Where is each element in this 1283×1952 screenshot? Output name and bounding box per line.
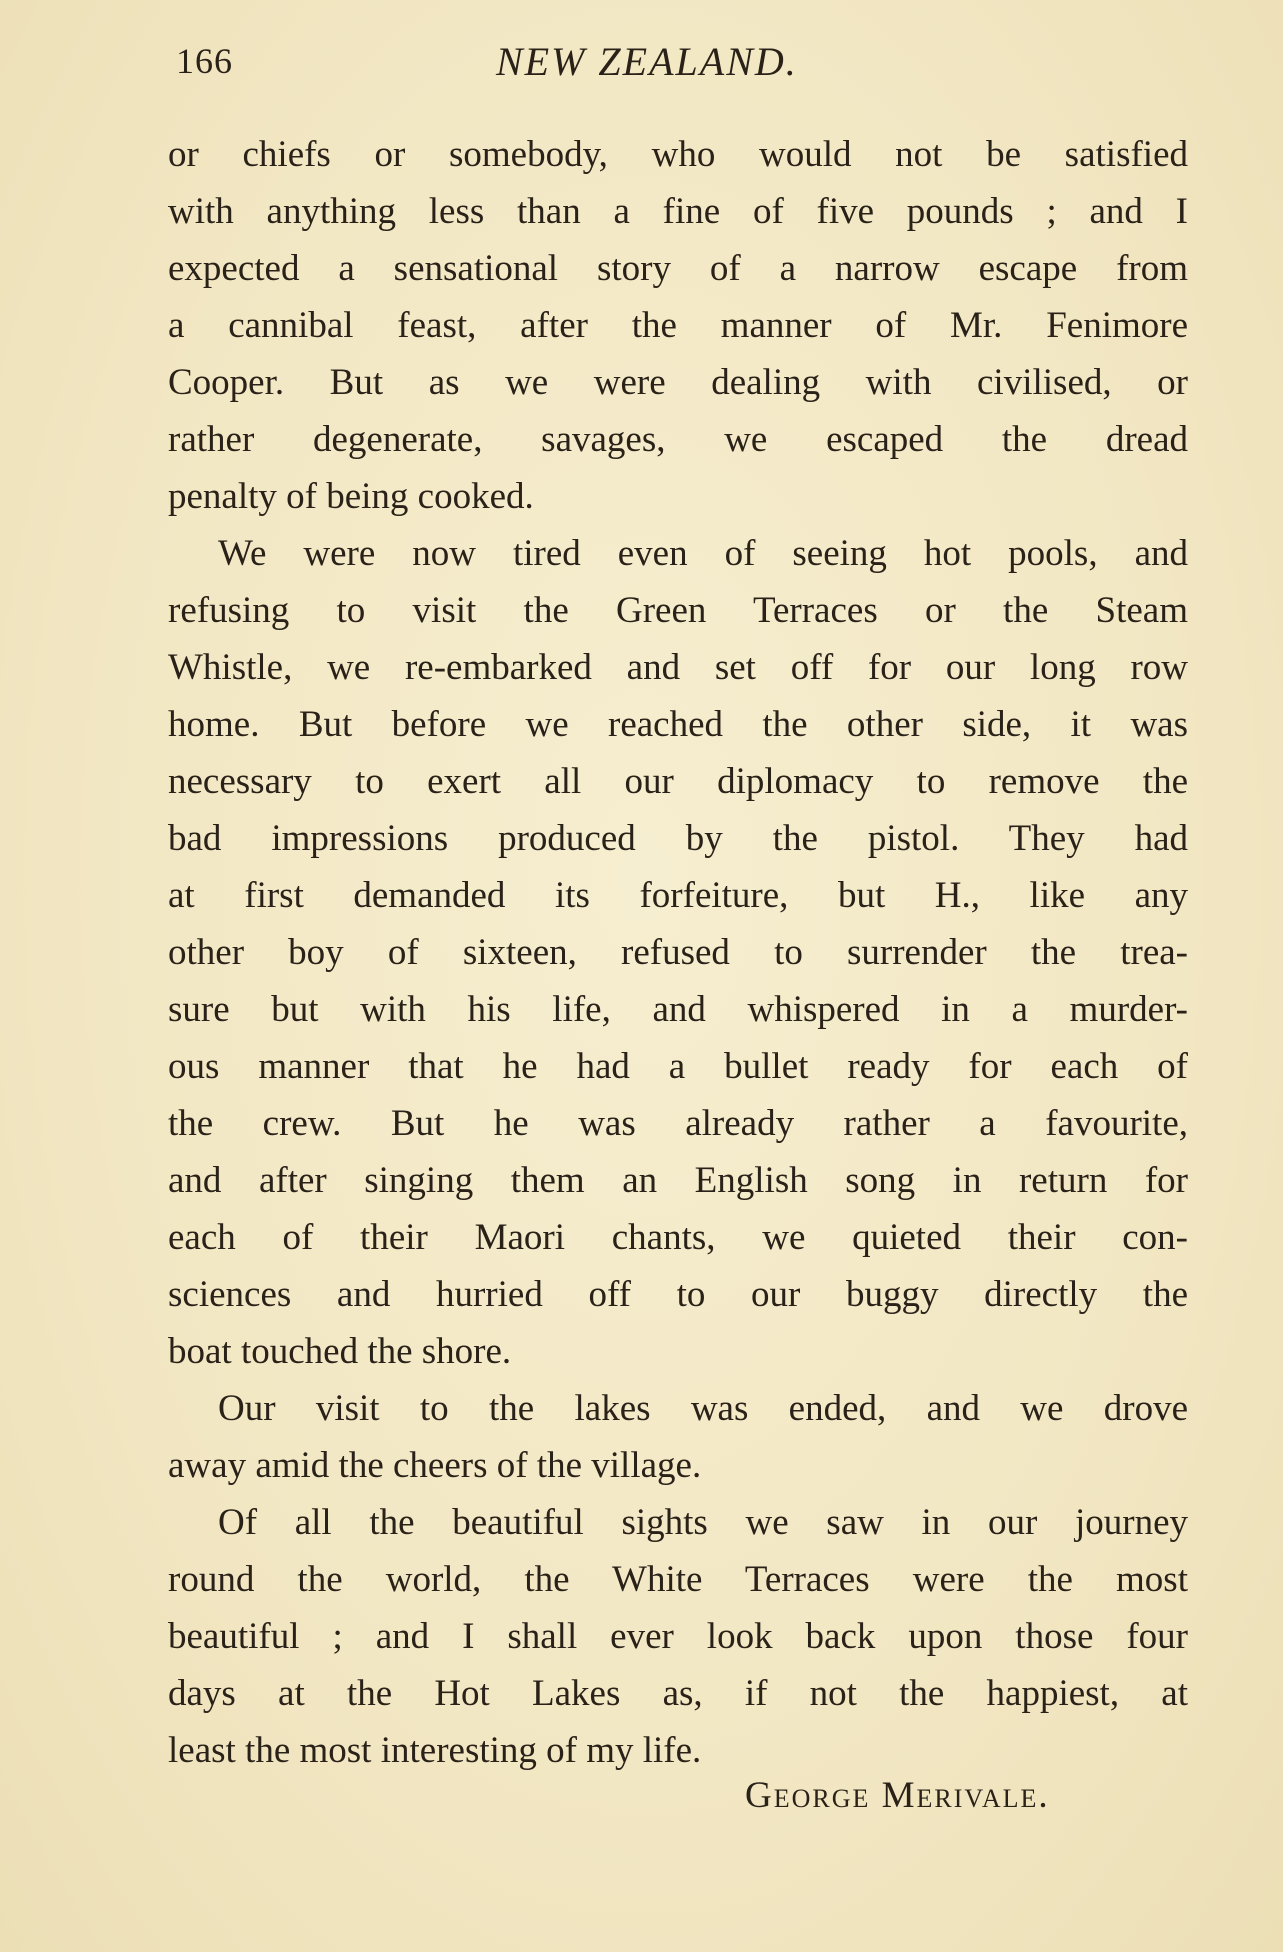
text-line: with anything less than a fine of five pounds ; and I: [168, 191, 1188, 232]
body-text: [168, 126, 1188, 1779]
paragraph: [168, 126, 1188, 525]
text-line: beautiful ; and I shall ever look back upon those four: [168, 1616, 1188, 1657]
paragraph: [168, 1380, 1188, 1494]
text-line: boat touched the shore.: [168, 1331, 512, 1372]
text-line: a cannibal feast, after the manner of Mr. Fenimore: [168, 305, 1188, 346]
running-head: [170, 38, 1180, 98]
author-signature: George Merivale.: [745, 1775, 1050, 1816]
text-line: round the world, the White Terraces were the most: [168, 1559, 1188, 1600]
text-line: and after singing them an English song in return for: [168, 1160, 1188, 1201]
text-line: Whistle, we re-embarked and set off for our long row: [168, 647, 1188, 688]
text-line: the crew. But he was already rather a favourite,: [168, 1103, 1188, 1144]
text-line: sciences and hurried off to our buggy directly the: [168, 1274, 1188, 1315]
text-line: bad impressions produced by the pistol. They had: [168, 818, 1188, 859]
text-line: each of their Maori chants, we quieted their con-: [168, 1217, 1188, 1258]
page-number: 166: [176, 41, 233, 81]
text-line: days at the Hot Lakes as, if not the happiest, at: [168, 1673, 1188, 1714]
text-line: least the most interesting of my life.: [168, 1730, 702, 1771]
text-line: rather degenerate, savages, we escaped the dread: [168, 419, 1188, 460]
running-title: NEW ZEALAND.: [496, 39, 798, 84]
text-line: sure but with his life, and whispered in a murder-: [168, 989, 1188, 1030]
text-line: necessary to exert all our diplomacy to remove the: [168, 761, 1188, 802]
text-line: or chiefs or somebody, who would not be satisfied: [168, 134, 1188, 175]
text-line: other boy of sixteen, refused to surrender the trea-: [168, 932, 1188, 973]
text-line: Cooper. But as we were dealing with civilised, or: [168, 362, 1188, 403]
text-line: penalty of being cooked.: [168, 476, 534, 517]
text-line: refusing to visit the Green Terraces or the Steam: [168, 590, 1188, 631]
text-line: We were now tired even of seeing hot pools, and: [218, 533, 1188, 574]
text-line: home. But before we reached the other side, it was: [168, 704, 1188, 745]
text-line: ous manner that he had a bullet ready for each of: [168, 1046, 1188, 1087]
text-line: Of all the beautiful sights we saw in our journey: [218, 1502, 1188, 1543]
text-line: Our visit to the lakes was ended, and we drove: [218, 1388, 1188, 1429]
text-line: at first demanded its forfeiture, but H., like any: [168, 875, 1188, 916]
text-line: away amid the cheers of the village.: [168, 1445, 702, 1486]
text-line: expected a sensational story of a narrow escape from: [168, 248, 1188, 289]
paragraph: [168, 525, 1188, 1380]
paragraph: [168, 1494, 1188, 1779]
